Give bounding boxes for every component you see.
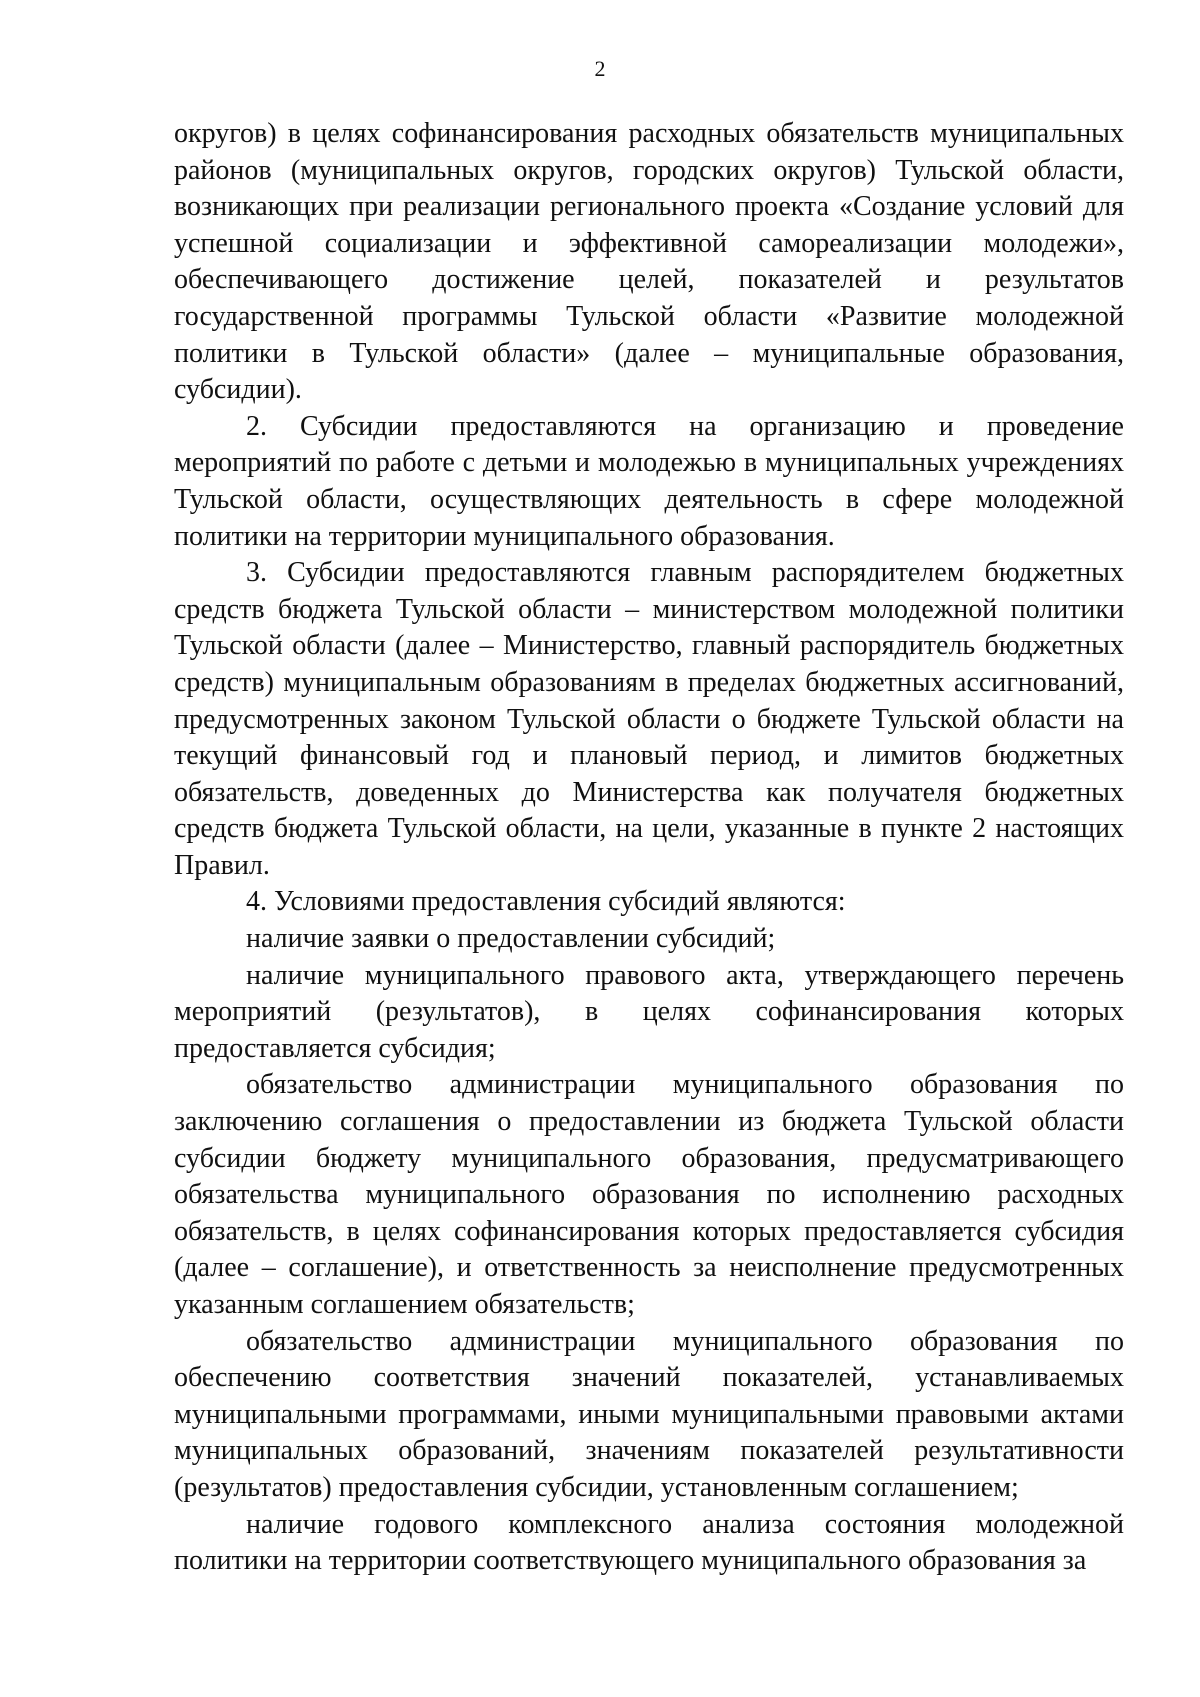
paragraph-clause-2: 2. Субсидии предоставляются на организацию и проведение мероприятий по работе с детьми и молодежью в муниципальных учреждениях Тульской области, осуществляющих деятельность в сфере молодежной политики на территории муниципального образования. [174, 410, 1124, 552]
paragraph-clause-3: 3. Субсидии предоставляются главным распорядителем бюджетных средств бюджета Тульской области – министерством молодежной политики Тульской области (далее – Министерство, главный распорядитель бюджетных средств) муниципальным образованиям в пределах бюджетных ассигнований, предусмотренных законом Тульской области о бюджете Тульской области на текущий финансовый год и плановый период, и лимитов бюджетных обязательств, доведенных до Министерства как получателя бюджетных средств бюджета Тульской области, на цели, указанные в пункте 2 настоящих Правил. [174, 557, 1124, 881]
paragraph-condition-application: наличие заявки о предоставлении субсидий; [246, 923, 776, 955]
paragraph-condition-analysis: наличие годового комплексного анализа состояния молодежной политики на территории соответствующего муниципального образования за [174, 1508, 1124, 1577]
paragraph-condition-agreement: обязательство администрации муниципального образования по заключению соглашения о предоставлении из бюджета Тульской области субсидии бюджету муниципального образования, предусматривающего обязательства муниципального образования по исполнению расходных обязательств, в целях софинансирования которых предоставляется субсидия (далее – соглашение), и ответственность за неисполнение предусмотренных указанным соглашением обязательств; [174, 1069, 1124, 1320]
paragraph-condition-legal-act: наличие муниципального правового акта, утверждающего перечень мероприятий (результатов), в целях софинансирования которых предоставляется субсидия; [174, 959, 1124, 1064]
paragraph-continuation-intro: округов) в целях софинансирования расходных обязательств муниципальных районов (муниципальных округов, городских округов) Тульской области, возникающих при реализации регионального проекта «Создание условий для успешной социализации и эффективной самореализации молодежи», обеспечивающего достижение целей, показателей и результатов государственной программы Тульской области «Развитие молодежной политики в Тульской области» (далее – муниципальные образования, субсидии). [174, 118, 1124, 406]
document-body [174, 116, 1124, 1580]
paragraph-condition-indicators: обязательство администрации муниципального образования по обеспечению соответствия значений показателей, устанавливаемых муниципальными программами, иными муниципальными правовыми актами муниципальных образований, значениям показателей результативности (результатов) предоставления субсидии, установленным соглашением; [174, 1325, 1124, 1503]
paragraph-clause-4: 4. Условиями предоставления субсидий являются: [246, 886, 846, 918]
page-number: 2 [594, 56, 606, 81]
